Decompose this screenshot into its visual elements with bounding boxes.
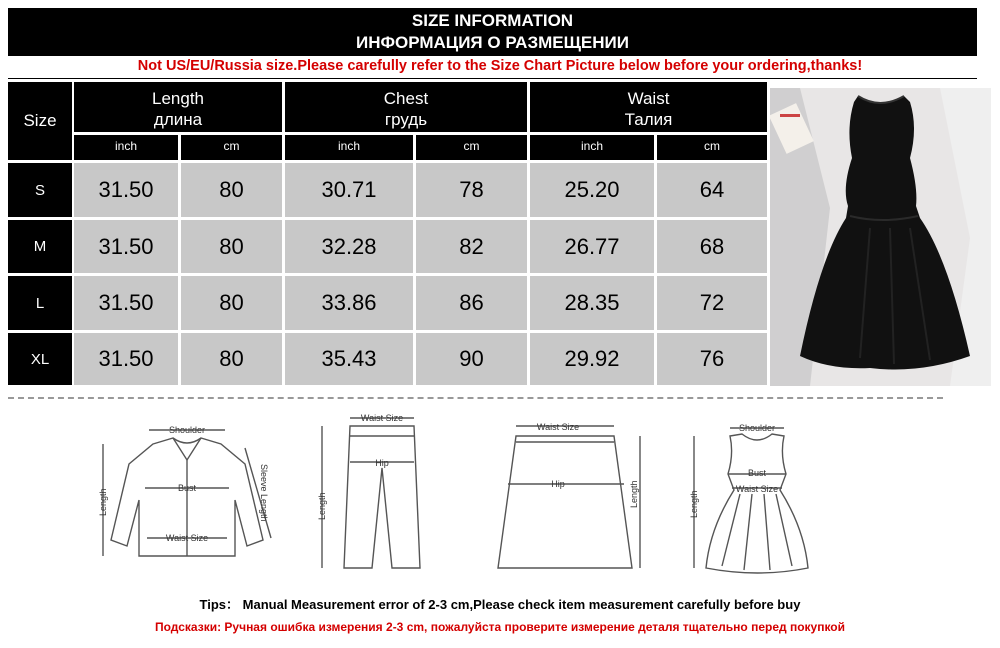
size-label: M [8,220,72,273]
group-header-waist [530,82,767,132]
chest-cm-value: 86 [416,276,527,330]
label-length: Length [98,488,108,516]
label-waist-size: Waist Size [360,413,404,423]
label-shoulder: Shoulder [168,425,206,435]
label-hip: Hip [375,458,389,468]
length-cm-value: 80 [181,276,282,330]
tips-english: Tips： Manual Measurement error of 2-3 cm,Please check item measurement carefully before buy [199,597,801,612]
divider [8,78,977,79]
tips-russian: Подсказки: Ручная ошибка измерения 2-3 cm, пожалуйста проверите измерение деталя тщательно перед покупкой [154,620,846,634]
header-title-en: SIZE INFORMATION [411,11,574,30]
label-length: Length [317,492,327,520]
chest-inch-value: 35.43 [285,333,413,385]
unit-header: cm [657,135,767,160]
chest-inch-value: 33.86 [285,276,413,330]
chest-cm-value: 82 [416,220,527,273]
group-chest-ru: грудь [384,110,428,129]
length-inch-value: 31.50 [74,220,178,273]
label-hip: Hip [551,479,565,489]
size-label: S [8,163,72,217]
pants-measurement-diagram [310,408,435,578]
header-title-ru: ИНФОРМАЦИЯ О РАЗМЕЩЕНИИ [356,33,629,52]
dress-measurement-diagram [680,418,810,578]
group-length-en: Length [152,89,204,108]
label-length: Length [689,490,699,518]
label-bust: Bust [747,468,767,478]
waist-cm-value: 72 [657,276,767,330]
label-bust: Bust [177,483,197,493]
waist-inch-value: 25.20 [530,163,654,217]
waist-cm-value: 64 [657,163,767,217]
unit-header: cm [416,135,527,160]
group-header-chest [285,82,527,132]
unit-header: inch [530,135,654,160]
waist-inch-value: 26.77 [530,220,654,273]
chest-cm-value: 90 [416,333,527,385]
label-waist-size: Waist Size [536,422,580,432]
unit-header: cm [181,135,282,160]
group-waist-ru: Талия [624,110,673,129]
length-cm-value: 80 [181,333,282,385]
chest-inch-value: 30.71 [285,163,413,217]
length-inch-value: 31.50 [74,163,178,217]
chest-cm-value: 78 [416,163,527,217]
label-length: Length [629,480,639,508]
waist-inch-value: 29.92 [530,333,654,385]
size-label: XL [8,333,72,385]
length-inch-value: 31.50 [74,333,178,385]
unit-header: inch [74,135,178,160]
size-warning: Not US/EU/Russia size.Please carefully refer to the Size Chart Picture below before your ordering,thanks! [137,58,863,74]
group-chest-en: Chest [383,89,429,108]
length-cm-value: 80 [181,220,282,273]
group-length-ru: длина [153,110,203,129]
waist-inch-value: 28.35 [530,276,654,330]
product-photo-black-dress [770,88,991,386]
chest-inch-value: 32.28 [285,220,413,273]
size-column-header: Size [8,82,72,160]
waist-cm-value: 76 [657,333,767,385]
label-waist-size: Waist Size [165,533,209,543]
waist-cm-value: 68 [657,220,767,273]
group-waist-en: Waist [627,89,670,108]
section-divider [8,397,943,399]
shirt-measurement-diagram [95,420,285,570]
label-shoulder: Shoulder [738,423,776,433]
label-sleeve-length: Sleeve Length [259,464,269,522]
size-label: L [8,276,72,330]
skirt-measurement-diagram [490,418,660,573]
group-header-length [74,82,282,132]
label-waist-size: Waist Size [735,484,779,494]
size-information-header [8,8,977,56]
length-cm-value: 80 [181,163,282,217]
length-inch-value: 31.50 [74,276,178,330]
unit-header: inch [285,135,413,160]
